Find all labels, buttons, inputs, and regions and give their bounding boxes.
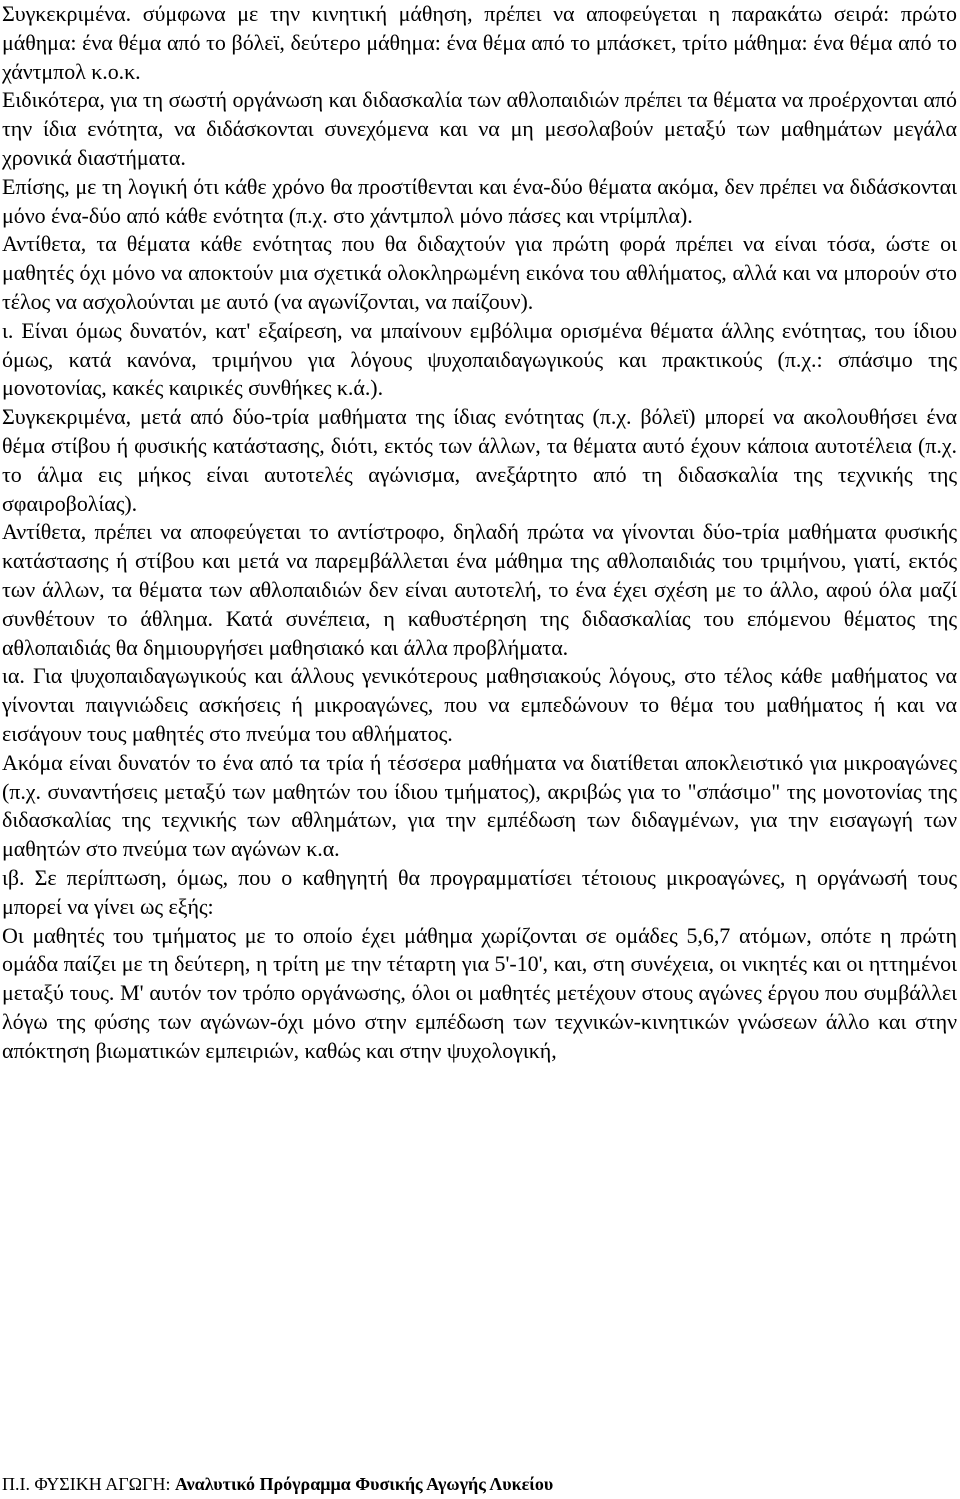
paragraph-3: Επίσης, με τη λογική ότι κάθε χρόνο θα προστίθενται και ένα-δύο θέματα ακόμα, δεν πρέπει να διδάσκονται μόνο ένα-δύο από κάθε ενότητα (π.χ. στο χάντμπολ μόνο πάσες και ντρίμπλα). — [2, 173, 957, 228]
paragraph-6: Συγκεκριμένα, μετά από δύο-τρία μαθήματα της ίδιας ενότητας (π.χ. βόλεϊ) μπορεί να ακολουθήσει ένα θέμα στίβου ή φυσικής κατάστασης, διότι, εκτός των άλλων, τα θέματα αυτό έχουν κάποια αυτοτέλεια (π.χ. το άλμα εις μήκος είναι αυτοτελές αγώνισμα, ανεξάρτητο από τη διδασκαλία της τεχνικής της σφαιροβολίας). — [2, 404, 957, 516]
paragraph-2: Ειδικότερα, για τη σωστή οργάνωση και διδασκαλία των αθλοπαιδιών πρέπει τα θέματα να προέρχονται από την ίδια ενότητα, να διδάσκονται συνεχόμενα και να μη μεσολαβούν μεταξύ των μαθημάτων μεγάλα χρονικά διαστήματα. — [2, 87, 957, 170]
paragraph-1: Συγκεκριμένα. σύμφωνα με την κινητική μάθηση, πρέπει να αποφεύγεται η παρακάτω σειρά: πρώτο μάθημα: ένα θέμα από το βόλεϊ, δεύτερο μάθημα: ένα θέμα από το μπάσκετ, τρίτο μάθημα: ένα θέμα από το χάντμπολ κ.ο.κ. — [2, 1, 957, 84]
paragraph-9: Ακόμα είναι δυνατόν το ένα από τα τρία ή τέσσερα μαθήματα να διατίθεται αποκλειστικό για μικροαγώνες (π.χ. συναντήσεις μεταξύ των μαθητών του ίδιου τμήματος), ακριβώς για το "σπάσιμο" της μονοτονίας της διδασκαλίας της τεχνικής των αθλημάτων, για την εμπέδωση των διδαγμένων, για την εισαγωγή των μαθητών στο πνεύμα των αγώνων κ.α. — [2, 749, 957, 862]
footer-prefix: Π.Ι. ΦΥΣΙΚΗ ΑΓΩΓΗ: — [2, 1474, 175, 1494]
footer-title: Αναλυτικό Πρόγραμμα Φυσικής Αγωγής Λυκείου — [174, 1474, 554, 1494]
paragraph-5: ι. Είναι όμως δυνατόν, κατ' εξαίρεση, να μπαίνουν εμβόλιμα ορισμένα θέματα άλλης ενότητας, του ίδιου όμως, κατά κανόνα, τριμήνου για λόγους ψυχοπαιδαγωγικούς και πρακτικούς (π.χ.: σπάσιμο της μονοτονίας, κακές καιρικές συνθήκες κ.ά.). — [2, 317, 957, 401]
paragraph-4: Αντίθετα, τα θέματα κάθε ενότητας που θα διδαχτούν για πρώτη φορά πρέπει να είναι τόσα, ώστε οι μαθητές όχι μόνο να αποκτούν μια σχετικά ολοκληρωμένη εικόνα του αθλήματος, αλλά και να μπορούν στο τέλος να ασχολούνται με αυτό (να αγωνίζονται, να παίζουν). — [2, 231, 957, 314]
page-footer — [2, 1473, 957, 1495]
paragraph-7: Αντίθετα, πρέπει να αποφεύγεται το αντίστροφο, δηλαδή πρώτα να γίνονται δύο-τρία μαθήματα φυσικής κατάστασης ή στίβου και μετά να παρεμβάλλεται ένα μάθημα της αθλοπαιδιάς του τριμήνου, γιατί, εκτός των άλλων, τα θέματα των αθλοπαιδιών δεν είναι αυτοτελή, το ένα έχει σχέση με το άλλο, αφού όλα μαζί συνθέτουν το άθλημα. Κατά συνέπεια, η καθυστέρηση της διδασκαλίας του επόμενου θέματος της αθλοπαιδιάς θα δημιουργήσει μαθησιακό και άλλα προβλήματα. — [2, 519, 957, 660]
paragraph-8: ια. Για ψυχοπαιδαγωγικούς και άλλους γενικότερους μαθησιακούς λόγους, στο τέλος κάθε μαθήματος να γίνονται παιγνιώδεις ασκήσεις ή μικροαγώνες, που να εμπεδώνουν το θέμα του μαθήματος ή και να εισάγουν τους μαθητές στο πνεύμα του αθλήματος. — [2, 663, 957, 746]
paragraph-11: Οι μαθητές του τμήματος με το οποίο έχει μάθημα χωρίζονται σε ομάδες 5,6,7 ατόμων, οπότε η πρώτη ομάδα παίζει με τη δεύτερη, η τρίτη με την τέταρτη για 5'-10', και, στη συνέχεια, οι νικητές και οι ηττημένοι μεταξύ τους. Μ' αυτόν τον τρόπο οργάνωσης, όλοι οι μαθητές μετέχουν στους αγώνες έργου που συμβάλλει λόγω της φύσης των αγώνων-όχι μόνο στην εμπέδωση των τεχνικών-κινητικών γνώσεων άλλο και στην απόκτηση βιωματικών εμπειριών, καθώς και στην ψυχολογική, — [2, 922, 957, 1063]
paragraph-10: ιβ. Σε περίπτωση, όμως, που ο καθηγητή θα προγραμματίσει τέτοιους μικροαγώνες, η οργάνωσή τους μπορεί να γίνει ως εξής: — [2, 864, 957, 919]
document-body — [2, 0, 957, 1065]
